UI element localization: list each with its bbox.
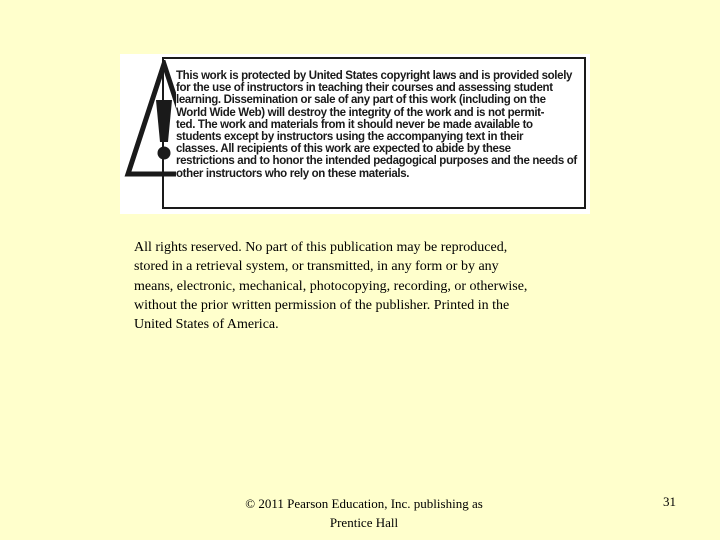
page-number: 31 — [663, 494, 676, 509]
rights-statement: All rights reserved. No part of this publication may be reproduced, stored in a retrieval system, or transmitted, in any form or by any means, electronic, mechanical, photocopying, recording, or otherwise, without the prior written permission of the publisher. Printed in the United States of America. — [134, 240, 528, 333]
footer-credit: © 2011 Pearson Education, Inc. publishing as Prentice Hall — [245, 496, 483, 530]
copyright-notice-text: This work is protected by United States copyright laws and is provided solely for the use of instructors in teaching their courses and assessing student learning. Dissemination or sale of any part of this work (including on the World Wide Web) will destroy the integrity of the work and is not permit- ted. The work and materials from it should never be made available to students except by instructors using the accompanying text in their classes. All recipients of this work are expected to abide by these restrictions and to honor the intended pedagogical purposes and the needs of other instructors who rely on these materials. — [176, 70, 577, 180]
